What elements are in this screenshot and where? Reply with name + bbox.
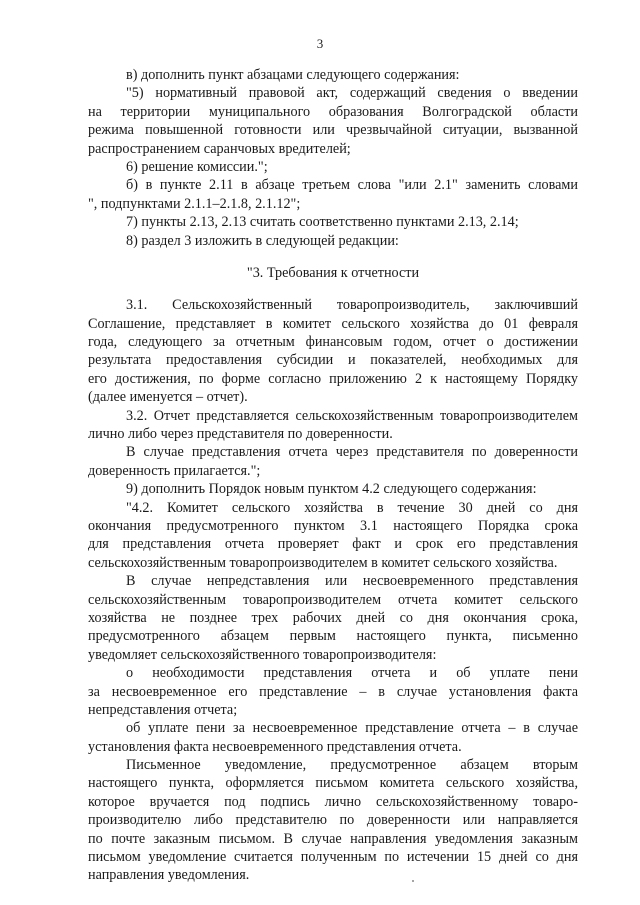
text-line: сельскохозяйственным товаропроизводителем в комитет сельского хозяйства. xyxy=(88,554,558,571)
text-line: года, следующего за отчетным финансовым годом, отчет о достижении xyxy=(88,334,578,351)
text-line: предусмотренного абзацем первым настоящего пункта, письменно xyxy=(88,628,578,645)
text-line: для представления отчета проверяет факт и срок его представления xyxy=(88,536,578,553)
text-line: установления факта несвоевременного представления отчета. xyxy=(88,738,462,755)
document-body xyxy=(88,66,578,885)
text-line: распространением саранчовых вредителей; xyxy=(88,140,351,157)
text-line: "4.2. Комитет сельского хозяйства в течение 30 дней со дня xyxy=(126,499,578,516)
text-line: его достижения, по форме согласно приложению 2 к настоящему Порядку xyxy=(88,370,578,387)
text-line: "3. Требования к отчетности xyxy=(246,264,420,281)
text-line: 9) дополнить Порядок новым пунктом 4.2 следующего содержания: xyxy=(126,481,537,498)
text-line: непредставления отчета; xyxy=(88,701,238,718)
text-line: доверенность прилагается."; xyxy=(88,462,261,479)
page-number: 3 xyxy=(316,36,324,51)
text-line: Письменное уведомление, предусмотренное абзацем вторым xyxy=(126,757,578,774)
text-line: 7) пункты 2.13, 2.13 считать соответственно пунктами 2.13, 2.14; xyxy=(126,214,519,231)
text-line: по почте заказным письмом. В случае направления уведомления заказным xyxy=(88,830,578,847)
text-line: за несвоевременное его представление – в случае установления факта xyxy=(88,683,578,700)
text-line: хозяйства не позднее трех рабочих дней со дня окончания срока, xyxy=(88,609,578,626)
text-line: в) дополнить пункт абзацами следующего содержания: xyxy=(126,67,460,83)
text-line: окончания предусмотренного пунктом 3.1 настоящего Порядка срока xyxy=(88,517,578,534)
text-line: 3.1. Сельскохозяйственный товаропроизводитель, заключивший xyxy=(126,297,578,314)
text-line: об уплате пени за несвоевременное представление отчета – в случае xyxy=(126,720,578,737)
scan-speck xyxy=(412,880,414,882)
text-line: Соглашение, представляет в комитет сельского хозяйства до 01 февраля xyxy=(88,315,578,332)
text-line: В случае непредставления или несвоевременного представления xyxy=(126,573,578,590)
text-line: которое вручается под подпись лично сельскохозяйственному товаро- xyxy=(88,793,578,810)
text-line: 3.2. Отчет представляется сельскохозяйственным товаропроизводителем xyxy=(126,407,578,424)
text-line: направления уведомления. xyxy=(88,867,250,884)
text-line: о необходимости представления отчета и об уплате пени xyxy=(126,665,578,682)
text-line: настоящего пункта, оформляется письмом комитета сельского хозяйства, xyxy=(88,775,578,792)
text-line: режима повышенной готовности или чрезвычайной ситуации, вызванной xyxy=(88,122,578,139)
text-line: производителю либо представителю по доверенности или направляется xyxy=(88,812,578,829)
text-line: (далее именуется – отчет). xyxy=(88,389,248,406)
text-line: сельскохозяйственным товаропроизводителем отчета комитет сельского xyxy=(88,591,578,608)
text-line: лично либо через представителя по доверенности. xyxy=(88,426,393,443)
text-line: 8) раздел 3 изложить в следующей редакции: xyxy=(126,232,399,249)
text-line: В случае представления отчета через представителя по доверенности xyxy=(126,444,578,461)
text-line: уведомляет сельскохозяйственного товаропроизводителя: xyxy=(88,646,437,663)
text-line: 6) решение комиссии."; xyxy=(126,158,268,175)
text-line: письмом уведомление считается полученным по истечении 15 дней со дня xyxy=(88,849,578,866)
text-line: результата предоставления субсидии и показателей, необходимых для xyxy=(88,352,578,369)
text-line: ", подпунктами 2.1.1–2.1.8, 2.1.12"; xyxy=(88,195,301,212)
text-line: на территории муниципального образования Волгоградской области xyxy=(88,103,578,120)
text-line: б) в пункте 2.11 в абзаце третьем слова "или 2.1" заменить словами xyxy=(126,177,578,194)
text-line: "5) нормативный правовой акт, содержащий сведения о введении xyxy=(126,85,578,102)
